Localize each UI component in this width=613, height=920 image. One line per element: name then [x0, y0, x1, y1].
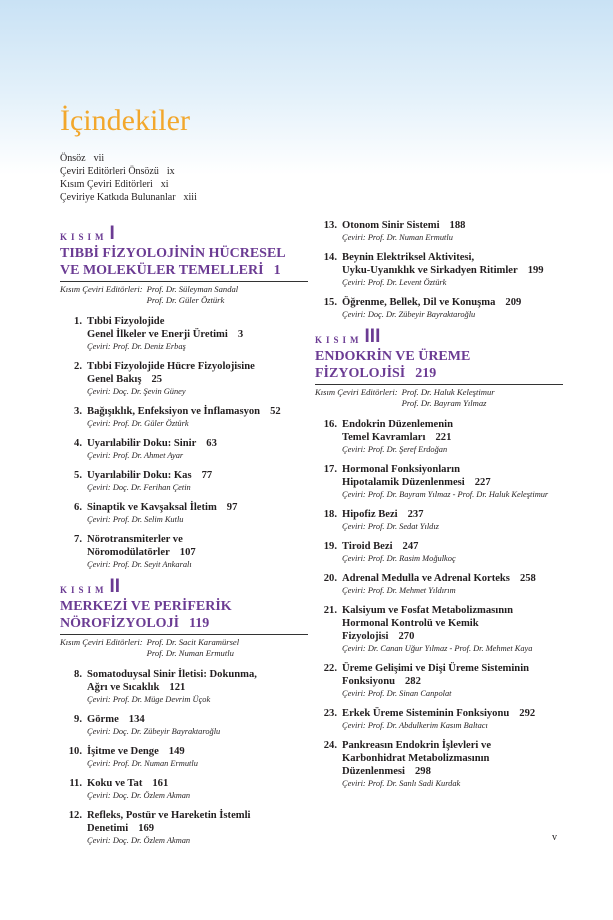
- chapter-list: [60, 315, 308, 570]
- chapter-entry[interactable]: 1. Tıbbi Fizyolojide Genel İlkeler ve Enerji Üretimi 3 Çeviri: Prof. Dr. Deniz Erbaş: [74, 316, 244, 351]
- front-matter-item[interactable]: Önsöz vii: [60, 153, 105, 164]
- chapter-entry[interactable]: 23. Erkek Üreme Sisteminin Fonksiyonu 292 Çeviri: Prof. Dr. Abdulkerim Kasım Baltacı: [323, 708, 536, 730]
- chapter-entry[interactable]: 6. Sinaptik ve Kavşaksal İletim 97 Çeviri: Prof. Dr. Selim Kutlu: [74, 502, 238, 524]
- chapter-entry[interactable]: 16. Endokrin Düzenlemenin Temel Kavramları 221 Çeviri: Prof. Dr. Şeref Erdoğan: [323, 419, 453, 454]
- header-band: [0, 0, 613, 175]
- chapter-entry[interactable]: 2. Tıbbi Fizyolojide Hücre Fizyolojisine Genel Bakış 25 Çeviri: Doç. Dr. Şevin Güney: [74, 361, 255, 396]
- page-title: İçindekiler: [60, 104, 190, 137]
- chapter-entry[interactable]: 20. Adrenal Medulla ve Adrenal Korteks 258 Çeviri: Prof. Dr. Mehmet Yıldırım: [323, 573, 536, 595]
- chapter-entry[interactable]: 17. Hormonal Fonksiyonların Hipotalamik Düzenlenmesi 227 Çeviri: Prof. Dr. Bayram Yılmaz - Prof. Dr. Haluk Keleştimur: [323, 464, 549, 499]
- part-editors: Kısım Çeviri Editörleri: Prof. Dr. Süleyman Sandal Prof. Dr. Güler Öztürk: [60, 284, 239, 305]
- chapter-entry[interactable]: 12. Refleks, Postür ve Hareketin İstemli Denetimi 169 Çeviri: Doç. Dr. Özlem Akman: [68, 810, 251, 845]
- chapter-entry[interactable]: 19. Tiroid Bezi 247 Çeviri: Prof. Dr. Rasim Moğulkoç: [323, 541, 456, 563]
- toc-right-column: [315, 219, 563, 797]
- front-matter-item[interactable]: Çeviriye Katkıda Bulunanlar xiii: [60, 192, 197, 203]
- page-number: v: [552, 832, 557, 843]
- chapter-entry[interactable]: 18. Hipofiz Bezi 237 Çeviri: Prof. Dr. Sedat Yıldız: [323, 509, 439, 531]
- part-label: KISIM III: [315, 326, 381, 347]
- chapter-entry[interactable]: 21. Kalsiyum ve Fosfat Metabolizmasının Hormonal Kontrolü ve Kemik Fizyolojisi 270 Çeviri: Dr. Canan Uğur Yılmaz - Prof. Dr. Mehmet Kaya: [323, 605, 533, 653]
- part-title[interactable]: ENDOKRİN VE ÜREME FİZYOLOJİSİ 219: [315, 348, 563, 385]
- chapter-entry[interactable]: 5. Uyarılabilir Doku: Kas 77 Çeviri: Doç. Dr. Ferihan Çetin: [74, 470, 213, 492]
- part-title[interactable]: MERKEZİ VE PERİFERİK NÖROFİZYOLOJİ 119: [60, 598, 308, 635]
- chapter-entry[interactable]: 24. Pankreasın Endokrin İşlevleri ve Karbonhidrat Metabolizmasının Düzenlenmesi 298 Çeviri: Prof. Dr. Sanlı Sadi Kurdak: [323, 740, 492, 788]
- chapter-entry[interactable]: 11. Koku ve Tat 161 Çeviri: Doç. Dr. Özlem Akman: [69, 778, 191, 800]
- chapter-list: [315, 219, 563, 320]
- part-editors: Kısım Çeviri Editörleri: Prof. Dr. Sacit Karamürsel Prof. Dr. Numan Ermutlu: [60, 637, 240, 658]
- chapter-entry[interactable]: 22. Üreme Gelişimi ve Dişi Üreme Sisteminin Fonksiyonu 282 Çeviri: Prof. Dr. Sinan Canpolat: [323, 663, 530, 698]
- chapter-entry[interactable]: 8. Somatoduysal Sinir İletisi: Dokunma, Ağrı ve Sıcaklık 121 Çeviri: Prof. Dr. Müge Devrim Üçok: [74, 669, 257, 704]
- part-label: KISIM II: [60, 576, 121, 597]
- chapter-entry[interactable]: 15. Öğrenme, Bellek, Dil ve Konuşma 209 Çeviri: Doç. Dr. Zübeyir Bayraktaroğlu: [323, 297, 522, 319]
- chapter-entry[interactable]: 4. Uyarılabilir Doku: Sinir 63 Çeviri: Prof. Dr. Ahmet Ayar: [74, 438, 217, 460]
- chapter-entry[interactable]: 10. İşitme ve Denge 149 Çeviri: Prof. Dr. Numan Ermutlu: [68, 746, 198, 768]
- chapter-list: [60, 668, 308, 846]
- chapter-entry[interactable]: 7. Nörotransmiterler ve Nöromodülatörler 107 Çeviri: Prof. Dr. Seyit Ankaralı: [74, 534, 196, 569]
- chapter-entry[interactable]: 3. Bağışıklık, Enfeksiyon ve İnflamasyon 52 Çeviri: Prof. Dr. Güler Öztürk: [74, 406, 281, 428]
- part-title[interactable]: TIBBİ FİZYOLOJİNİN HÜCRESEL VE MOLEKÜLER TEMELLERİ 1: [60, 245, 308, 282]
- chapter-list: [315, 418, 563, 789]
- chapter-entry[interactable]: 9. Görme 134 Çeviri: Doç. Dr. Zübeyir Bayraktaroğlu: [74, 714, 221, 736]
- front-matter-item[interactable]: Kısım Çeviri Editörleri xi: [60, 179, 169, 190]
- front-matter-list: [60, 152, 197, 204]
- chapter-entry[interactable]: 13. Otonom Sinir Sistemi 188 Çeviri: Prof. Dr. Numan Ermutlu: [323, 220, 466, 242]
- chapter-entry[interactable]: 14. Beynin Elektriksel Aktivitesi, Uyku-Uyanıklık ve Sirkadyen Ritimler 199 Çeviri: Prof. Dr. Levent Öztürk: [323, 252, 544, 287]
- toc-left-column: [60, 219, 308, 854]
- front-matter-item[interactable]: Çeviri Editörleri Önsözü ix: [60, 166, 175, 177]
- part-label: KISIM I: [60, 223, 115, 244]
- part-editors: Kısım Çeviri Editörleri: Prof. Dr. Haluk Keleştimur Prof. Dr. Bayram Yılmaz: [315, 387, 495, 408]
